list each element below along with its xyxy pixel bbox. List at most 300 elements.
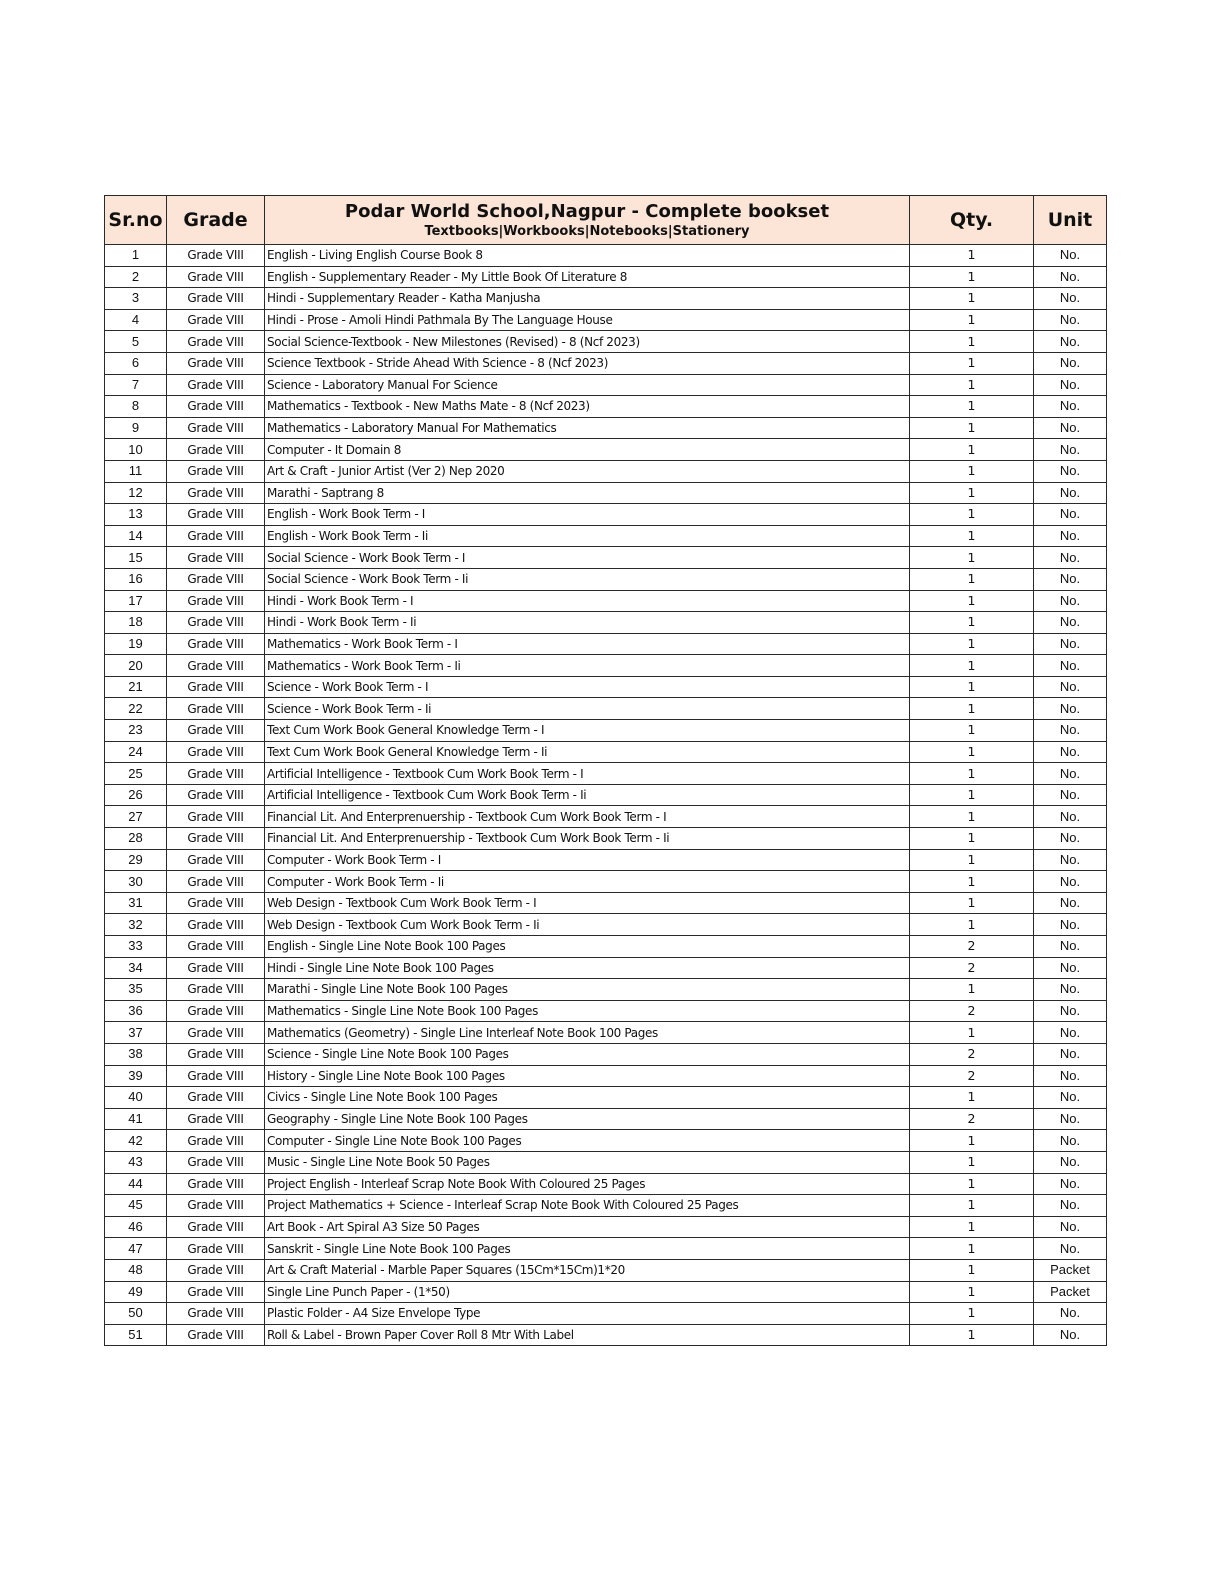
row-qty: 1 <box>910 741 1034 763</box>
row-qty: 1 <box>910 655 1034 677</box>
table-row <box>105 1130 1107 1152</box>
row-unit: No. <box>1034 698 1107 720</box>
row-sr-no: 20 <box>105 655 167 677</box>
row-sr-no: 32 <box>105 914 167 936</box>
row-sr-no: 28 <box>105 828 167 850</box>
row-grade: Grade VIII <box>167 741 265 763</box>
bookset-table <box>104 195 1107 1346</box>
header-grade: Grade <box>167 196 265 245</box>
row-sr-no: 36 <box>105 1000 167 1022</box>
row-item-name: Art Book - Art Spiral A3 Size 50 Pages <box>265 1216 910 1238</box>
row-qty: 2 <box>910 1108 1034 1130</box>
row-item-name: Mathematics - Single Line Note Book 100 Pages <box>265 1000 910 1022</box>
table-row <box>105 1000 1107 1022</box>
row-grade: Grade VIII <box>167 439 265 461</box>
row-qty: 1 <box>910 612 1034 634</box>
row-grade: Grade VIII <box>167 936 265 958</box>
row-grade: Grade VIII <box>167 352 265 374</box>
table-row <box>105 266 1107 288</box>
row-item-name: Computer - Work Book Term - Ii <box>265 871 910 893</box>
row-unit: No. <box>1034 266 1107 288</box>
row-grade: Grade VIII <box>167 1303 265 1325</box>
row-unit: No. <box>1034 331 1107 353</box>
row-sr-no: 30 <box>105 871 167 893</box>
row-qty: 1 <box>910 288 1034 310</box>
row-qty: 1 <box>910 849 1034 871</box>
row-qty: 1 <box>910 525 1034 547</box>
row-unit: No. <box>1034 439 1107 461</box>
row-item-name: Hindi - Work Book Term - I <box>265 590 910 612</box>
row-grade: Grade VIII <box>167 784 265 806</box>
row-qty: 1 <box>910 331 1034 353</box>
row-item-name: English - Work Book Term - I <box>265 504 910 526</box>
row-sr-no: 11 <box>105 460 167 482</box>
row-qty: 1 <box>910 720 1034 742</box>
row-qty: 1 <box>910 309 1034 331</box>
row-sr-no: 51 <box>105 1324 167 1346</box>
row-unit: No. <box>1034 547 1107 569</box>
table-row <box>105 482 1107 504</box>
row-unit: No. <box>1034 1000 1107 1022</box>
row-item-name: Mathematics (Geometry) - Single Line Interleaf Note Book 100 Pages <box>265 1022 910 1044</box>
table-row <box>105 720 1107 742</box>
row-sr-no: 17 <box>105 590 167 612</box>
row-item-name: Science Textbook - Stride Ahead With Science - 8 (Ncf 2023) <box>265 352 910 374</box>
row-sr-no: 43 <box>105 1151 167 1173</box>
row-sr-no: 46 <box>105 1216 167 1238</box>
row-grade: Grade VIII <box>167 1281 265 1303</box>
row-unit: No. <box>1034 460 1107 482</box>
row-grade: Grade VIII <box>167 828 265 850</box>
row-qty: 1 <box>910 1195 1034 1217</box>
row-grade: Grade VIII <box>167 1000 265 1022</box>
row-unit: No. <box>1034 525 1107 547</box>
table-row <box>105 849 1107 871</box>
row-unit: No. <box>1034 676 1107 698</box>
row-unit: No. <box>1034 1151 1107 1173</box>
row-qty: 1 <box>910 698 1034 720</box>
table-row <box>105 1281 1107 1303</box>
table-row <box>105 1238 1107 1260</box>
table-row <box>105 309 1107 331</box>
row-qty: 1 <box>910 1324 1034 1346</box>
row-item-name: English - Supplementary Reader - My Little Book Of Literature 8 <box>265 266 910 288</box>
row-grade: Grade VIII <box>167 568 265 590</box>
row-sr-no: 33 <box>105 936 167 958</box>
row-sr-no: 16 <box>105 568 167 590</box>
row-unit: No. <box>1034 871 1107 893</box>
row-sr-no: 48 <box>105 1259 167 1281</box>
row-unit: No. <box>1034 1130 1107 1152</box>
header-title-cell <box>265 196 910 245</box>
row-unit: No. <box>1034 245 1107 267</box>
table-row <box>105 245 1107 267</box>
row-qty: 1 <box>910 871 1034 893</box>
row-sr-no: 1 <box>105 245 167 267</box>
row-grade: Grade VIII <box>167 1151 265 1173</box>
row-item-name: Art & Craft Material - Marble Paper Squares (15Cm*15Cm)1*20 <box>265 1259 910 1281</box>
row-item-name: Roll & Label - Brown Paper Cover Roll 8 Mtr With Label <box>265 1324 910 1346</box>
row-sr-no: 13 <box>105 504 167 526</box>
row-unit: No. <box>1034 396 1107 418</box>
table-header <box>105 196 1107 245</box>
row-unit: No. <box>1034 1087 1107 1109</box>
row-unit: Packet <box>1034 1281 1107 1303</box>
row-unit: No. <box>1034 1324 1107 1346</box>
row-item-name: Marathi - Saptrang 8 <box>265 482 910 504</box>
row-item-name: Geography - Single Line Note Book 100 Pages <box>265 1108 910 1130</box>
row-qty: 2 <box>910 936 1034 958</box>
row-item-name: Financial Lit. And Enterprenuership - Textbook Cum Work Book Term - Ii <box>265 828 910 850</box>
row-qty: 1 <box>910 1303 1034 1325</box>
table-row <box>105 1303 1107 1325</box>
row-unit: No. <box>1034 892 1107 914</box>
row-item-name: Plastic Folder - A4 Size Envelope Type <box>265 1303 910 1325</box>
row-qty: 1 <box>910 1151 1034 1173</box>
row-grade: Grade VIII <box>167 374 265 396</box>
table-row <box>105 439 1107 461</box>
table-row <box>105 784 1107 806</box>
row-grade: Grade VIII <box>167 612 265 634</box>
row-sr-no: 25 <box>105 763 167 785</box>
row-sr-no: 14 <box>105 525 167 547</box>
row-qty: 1 <box>910 590 1034 612</box>
row-grade: Grade VIII <box>167 245 265 267</box>
row-unit: No. <box>1034 1303 1107 1325</box>
row-item-name: Science - Work Book Term - I <box>265 676 910 698</box>
row-qty: 1 <box>910 784 1034 806</box>
row-unit: No. <box>1034 828 1107 850</box>
row-grade: Grade VIII <box>167 266 265 288</box>
row-item-name: Single Line Punch Paper - (1*50) <box>265 1281 910 1303</box>
row-sr-no: 41 <box>105 1108 167 1130</box>
row-unit: No. <box>1034 288 1107 310</box>
row-unit: No. <box>1034 504 1107 526</box>
row-sr-no: 44 <box>105 1173 167 1195</box>
row-grade: Grade VIII <box>167 288 265 310</box>
row-grade: Grade VIII <box>167 1087 265 1109</box>
row-qty: 1 <box>910 417 1034 439</box>
row-sr-no: 42 <box>105 1130 167 1152</box>
row-grade: Grade VIII <box>167 1022 265 1044</box>
table-row <box>105 612 1107 634</box>
row-qty: 2 <box>910 957 1034 979</box>
row-item-name: Music - Single Line Note Book 50 Pages <box>265 1151 910 1173</box>
row-sr-no: 49 <box>105 1281 167 1303</box>
row-qty: 1 <box>910 547 1034 569</box>
row-grade: Grade VIII <box>167 957 265 979</box>
row-item-name: English - Single Line Note Book 100 Pages <box>265 936 910 958</box>
row-sr-no: 26 <box>105 784 167 806</box>
row-qty: 2 <box>910 1000 1034 1022</box>
row-unit: No. <box>1034 633 1107 655</box>
row-grade: Grade VIII <box>167 720 265 742</box>
row-sr-no: 22 <box>105 698 167 720</box>
row-qty: 1 <box>910 979 1034 1001</box>
table-row <box>105 504 1107 526</box>
row-grade: Grade VIII <box>167 698 265 720</box>
row-item-name: Project English - Interleaf Scrap Note Book With Coloured 25 Pages <box>265 1173 910 1195</box>
row-qty: 1 <box>910 352 1034 374</box>
row-unit: No. <box>1034 374 1107 396</box>
row-qty: 1 <box>910 892 1034 914</box>
row-grade: Grade VIII <box>167 504 265 526</box>
table-row <box>105 676 1107 698</box>
row-sr-no: 4 <box>105 309 167 331</box>
row-item-name: Science - Laboratory Manual For Science <box>265 374 910 396</box>
row-qty: 1 <box>910 396 1034 418</box>
table-row <box>105 590 1107 612</box>
row-unit: No. <box>1034 806 1107 828</box>
row-sr-no: 45 <box>105 1195 167 1217</box>
row-sr-no: 8 <box>105 396 167 418</box>
row-qty: 1 <box>910 1281 1034 1303</box>
row-sr-no: 12 <box>105 482 167 504</box>
table-row <box>105 1043 1107 1065</box>
row-grade: Grade VIII <box>167 1195 265 1217</box>
table-row <box>105 547 1107 569</box>
row-unit: No. <box>1034 1238 1107 1260</box>
row-item-name: Social Science - Work Book Term - Ii <box>265 568 910 590</box>
row-unit: No. <box>1034 1216 1107 1238</box>
row-qty: 1 <box>910 1130 1034 1152</box>
row-item-name: Science - Single Line Note Book 100 Pages <box>265 1043 910 1065</box>
row-grade: Grade VIII <box>167 482 265 504</box>
row-item-name: Mathematics - Work Book Term - Ii <box>265 655 910 677</box>
row-grade: Grade VIII <box>167 1324 265 1346</box>
table-row <box>105 1151 1107 1173</box>
table-body <box>105 245 1107 1346</box>
row-sr-no: 15 <box>105 547 167 569</box>
row-qty: 1 <box>910 266 1034 288</box>
row-item-name: Artificial Intelligence - Textbook Cum Work Book Term - I <box>265 763 910 785</box>
row-sr-no: 34 <box>105 957 167 979</box>
row-unit: No. <box>1034 1108 1107 1130</box>
row-qty: 1 <box>910 828 1034 850</box>
row-sr-no: 3 <box>105 288 167 310</box>
row-item-name: Civics - Single Line Note Book 100 Pages <box>265 1087 910 1109</box>
table-row <box>105 936 1107 958</box>
row-grade: Grade VIII <box>167 1173 265 1195</box>
row-qty: 1 <box>910 1173 1034 1195</box>
row-item-name: Financial Lit. And Enterprenuership - Textbook Cum Work Book Term - I <box>265 806 910 828</box>
row-grade: Grade VIII <box>167 1238 265 1260</box>
row-grade: Grade VIII <box>167 655 265 677</box>
table-row <box>105 892 1107 914</box>
row-sr-no: 19 <box>105 633 167 655</box>
table-row <box>105 1259 1107 1281</box>
row-unit: No. <box>1034 352 1107 374</box>
row-unit: No. <box>1034 979 1107 1001</box>
row-unit: No. <box>1034 568 1107 590</box>
row-unit: No. <box>1034 590 1107 612</box>
row-sr-no: 47 <box>105 1238 167 1260</box>
row-item-name: Artificial Intelligence - Textbook Cum Work Book Term - Ii <box>265 784 910 806</box>
table-row <box>105 1108 1107 1130</box>
row-grade: Grade VIII <box>167 979 265 1001</box>
table-row <box>105 1324 1107 1346</box>
row-qty: 1 <box>910 676 1034 698</box>
row-unit: No. <box>1034 763 1107 785</box>
header-sr-no: Sr.no <box>105 196 167 245</box>
row-grade: Grade VIII <box>167 547 265 569</box>
row-sr-no: 5 <box>105 331 167 353</box>
row-qty: 1 <box>910 1238 1034 1260</box>
row-unit: No. <box>1034 720 1107 742</box>
table-row <box>105 979 1107 1001</box>
row-unit: No. <box>1034 914 1107 936</box>
row-sr-no: 18 <box>105 612 167 634</box>
table-row <box>105 763 1107 785</box>
row-grade: Grade VIII <box>167 1065 265 1087</box>
row-sr-no: 24 <box>105 741 167 763</box>
row-sr-no: 27 <box>105 806 167 828</box>
row-qty: 1 <box>910 806 1034 828</box>
row-sr-no: 40 <box>105 1087 167 1109</box>
row-sr-no: 2 <box>105 266 167 288</box>
row-qty: 1 <box>910 1259 1034 1281</box>
row-sr-no: 31 <box>105 892 167 914</box>
table-row <box>105 633 1107 655</box>
document-subtitle: Textbooks|Workbooks|Notebooks|Stationery <box>424 224 750 239</box>
row-unit: No. <box>1034 1043 1107 1065</box>
row-grade: Grade VIII <box>167 676 265 698</box>
row-item-name: Text Cum Work Book General Knowledge Term - I <box>265 720 910 742</box>
row-unit: No. <box>1034 741 1107 763</box>
row-item-name: Mathematics - Laboratory Manual For Mathematics <box>265 417 910 439</box>
row-grade: Grade VIII <box>167 1259 265 1281</box>
row-item-name: History - Single Line Note Book 100 Pages <box>265 1065 910 1087</box>
row-item-name: English - Living English Course Book 8 <box>265 245 910 267</box>
row-unit: No. <box>1034 612 1107 634</box>
row-item-name: English - Work Book Term - Ii <box>265 525 910 547</box>
row-item-name: Social Science-Textbook - New Milestones (Revised) - 8 (Ncf 2023) <box>265 331 910 353</box>
row-qty: 1 <box>910 460 1034 482</box>
row-grade: Grade VIII <box>167 763 265 785</box>
row-grade: Grade VIII <box>167 1216 265 1238</box>
row-grade: Grade VIII <box>167 309 265 331</box>
row-sr-no: 7 <box>105 374 167 396</box>
row-item-name: Hindi - Work Book Term - Ii <box>265 612 910 634</box>
table-row <box>105 957 1107 979</box>
row-grade: Grade VIII <box>167 331 265 353</box>
header-unit: Unit <box>1034 196 1107 245</box>
table-row <box>105 1022 1107 1044</box>
table-row <box>105 1195 1107 1217</box>
table-row <box>105 396 1107 418</box>
row-qty: 1 <box>910 763 1034 785</box>
table-row <box>105 352 1107 374</box>
row-sr-no: 38 <box>105 1043 167 1065</box>
row-item-name: Hindi - Prose - Amoli Hindi Pathmala By The Language House <box>265 309 910 331</box>
row-unit: No. <box>1034 936 1107 958</box>
row-qty: 1 <box>910 633 1034 655</box>
row-grade: Grade VIII <box>167 892 265 914</box>
row-grade: Grade VIII <box>167 1130 265 1152</box>
row-sr-no: 37 <box>105 1022 167 1044</box>
row-grade: Grade VIII <box>167 849 265 871</box>
header-qty: Qty. <box>910 196 1034 245</box>
row-sr-no: 39 <box>105 1065 167 1087</box>
row-item-name: Sanskrit - Single Line Note Book 100 Pages <box>265 1238 910 1260</box>
row-item-name: Hindi - Single Line Note Book 100 Pages <box>265 957 910 979</box>
table-row <box>105 374 1107 396</box>
row-item-name: Mathematics - Work Book Term - I <box>265 633 910 655</box>
row-item-name: Text Cum Work Book General Knowledge Term - Ii <box>265 741 910 763</box>
row-unit: No. <box>1034 1195 1107 1217</box>
row-item-name: Computer - It Domain 8 <box>265 439 910 461</box>
row-sr-no: 23 <box>105 720 167 742</box>
row-item-name: Hindi - Supplementary Reader - Katha Manjusha <box>265 288 910 310</box>
row-grade: Grade VIII <box>167 417 265 439</box>
row-qty: 1 <box>910 914 1034 936</box>
row-item-name: Computer - Work Book Term - I <box>265 849 910 871</box>
row-item-name: Project Mathematics + Science - Interleaf Scrap Note Book With Coloured 25 Pages <box>265 1195 910 1217</box>
table-row <box>105 828 1107 850</box>
row-item-name: Web Design - Textbook Cum Work Book Term - Ii <box>265 914 910 936</box>
row-unit: No. <box>1034 417 1107 439</box>
row-grade: Grade VIII <box>167 1108 265 1130</box>
row-item-name: Art & Craft - Junior Artist (Ver 2) Nep 2020 <box>265 460 910 482</box>
table-row <box>105 1216 1107 1238</box>
row-qty: 1 <box>910 374 1034 396</box>
row-grade: Grade VIII <box>167 914 265 936</box>
row-item-name: Marathi - Single Line Note Book 100 Pages <box>265 979 910 1001</box>
row-qty: 1 <box>910 245 1034 267</box>
row-qty: 1 <box>910 439 1034 461</box>
row-grade: Grade VIII <box>167 1043 265 1065</box>
table-row <box>105 914 1107 936</box>
table-row <box>105 1173 1107 1195</box>
row-grade: Grade VIII <box>167 460 265 482</box>
row-grade: Grade VIII <box>167 396 265 418</box>
row-unit: Packet <box>1034 1259 1107 1281</box>
row-unit: No. <box>1034 1065 1107 1087</box>
row-qty: 1 <box>910 504 1034 526</box>
row-unit: No. <box>1034 849 1107 871</box>
row-grade: Grade VIII <box>167 806 265 828</box>
row-qty: 1 <box>910 482 1034 504</box>
table-row <box>105 655 1107 677</box>
row-item-name: Science - Work Book Term - Ii <box>265 698 910 720</box>
row-grade: Grade VIII <box>167 590 265 612</box>
row-grade: Grade VIII <box>167 633 265 655</box>
row-sr-no: 21 <box>105 676 167 698</box>
row-item-name: Web Design - Textbook Cum Work Book Term - I <box>265 892 910 914</box>
row-qty: 1 <box>910 1087 1034 1109</box>
table-row <box>105 460 1107 482</box>
row-qty: 1 <box>910 1022 1034 1044</box>
table-row <box>105 417 1107 439</box>
row-unit: No. <box>1034 1173 1107 1195</box>
row-item-name: Computer - Single Line Note Book 100 Pages <box>265 1130 910 1152</box>
document-title: Podar World School,Nagpur - Complete bookset <box>344 201 830 222</box>
row-sr-no: 6 <box>105 352 167 374</box>
row-sr-no: 9 <box>105 417 167 439</box>
row-sr-no: 29 <box>105 849 167 871</box>
table-row <box>105 1087 1107 1109</box>
row-sr-no: 35 <box>105 979 167 1001</box>
table-row <box>105 741 1107 763</box>
row-grade: Grade VIII <box>167 871 265 893</box>
row-unit: No. <box>1034 655 1107 677</box>
row-unit: No. <box>1034 957 1107 979</box>
row-sr-no: 50 <box>105 1303 167 1325</box>
row-grade: Grade VIII <box>167 525 265 547</box>
row-item-name: Mathematics - Textbook - New Maths Mate - 8 (Ncf 2023) <box>265 396 910 418</box>
row-qty: 1 <box>910 1216 1034 1238</box>
table-row <box>105 288 1107 310</box>
